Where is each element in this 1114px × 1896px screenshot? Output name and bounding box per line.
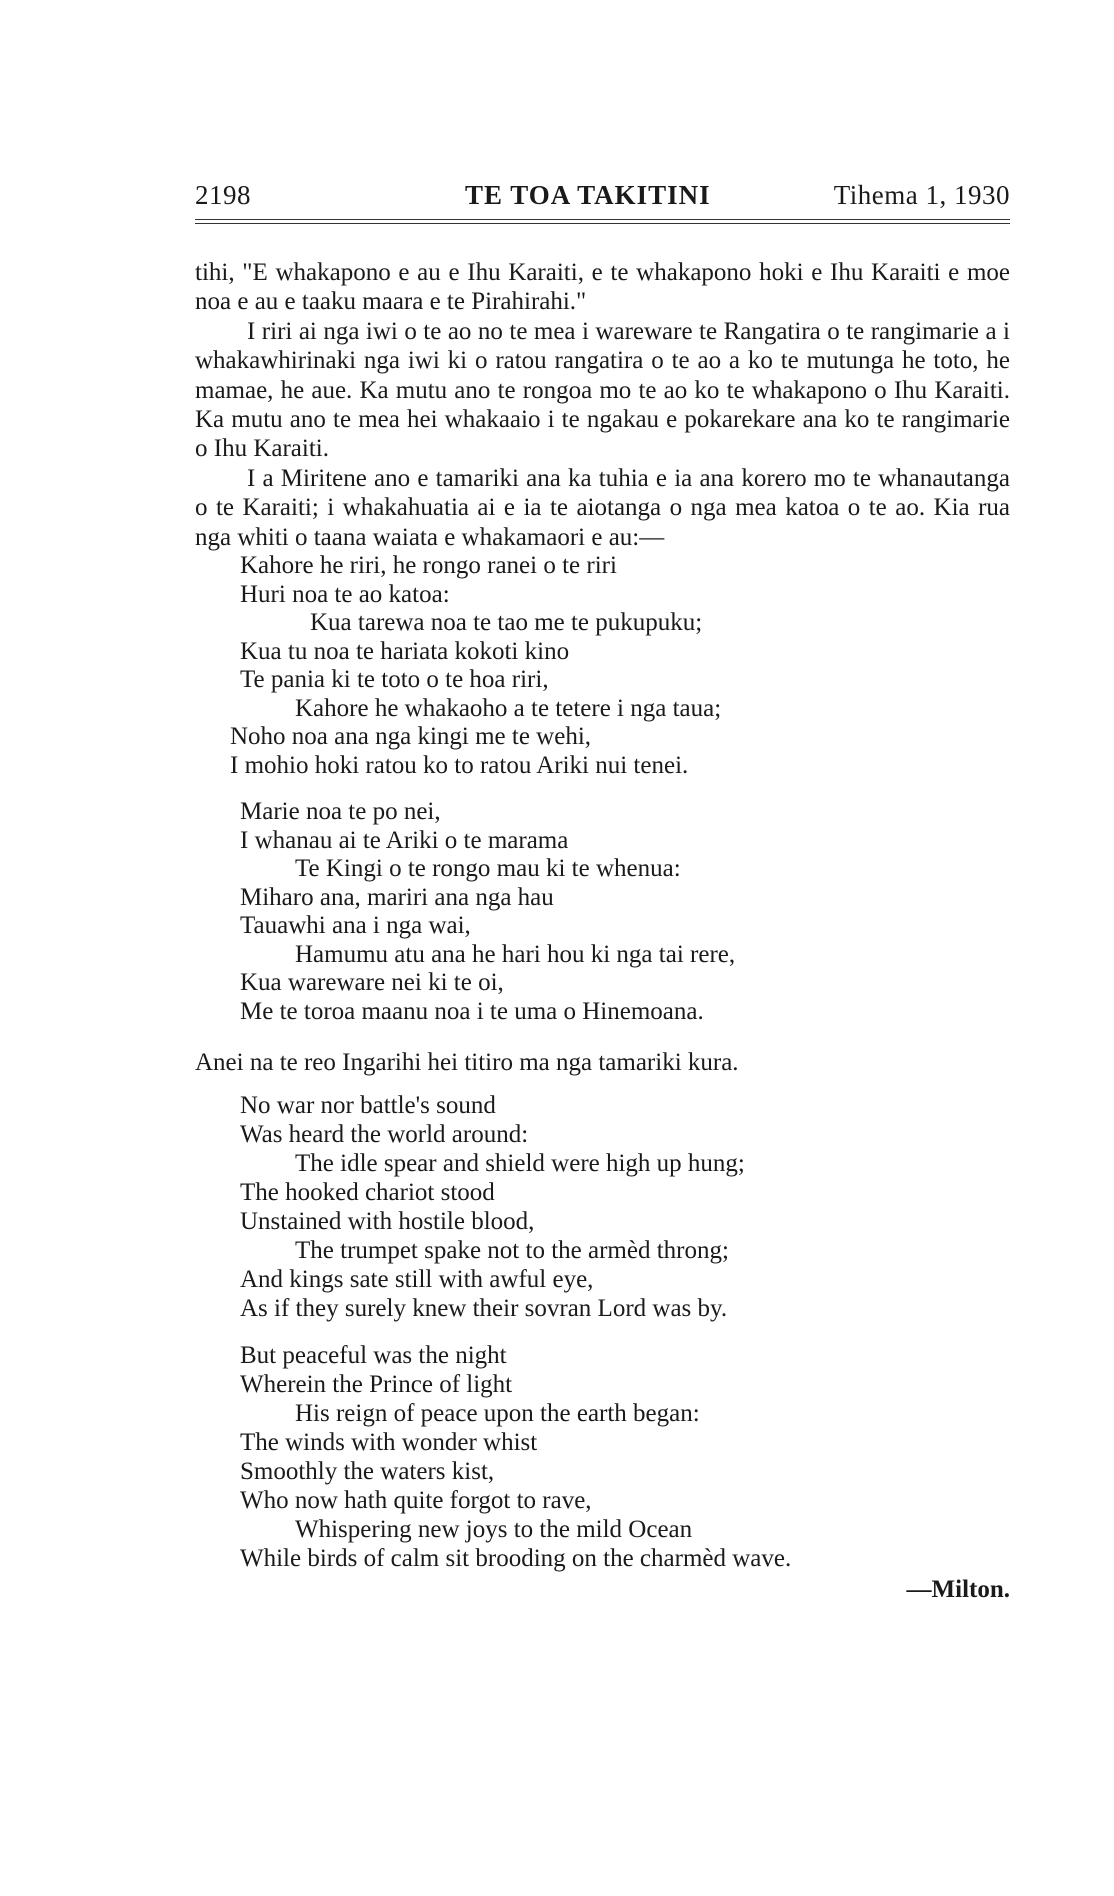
poem-line: Unstained with hostile blood, xyxy=(240,1208,535,1236)
paragraph-1: tihi, "E whakapono e au e Ihu Karaiti, e te whakapono hoki e Ihu Karaiti e moe noa e au e taaku maara e te Pirahirahi." xyxy=(195,259,1010,316)
header-rule-top xyxy=(195,219,1010,220)
poem-line: Huri noa te ao katoa: xyxy=(240,580,450,608)
poem-line: Who now hath quite forgot to rave, xyxy=(240,1487,592,1515)
poem-line: The idle spear and shield were high up hung; xyxy=(295,1150,745,1178)
poem-line: Te pania ki te toto o te hoa riri, xyxy=(240,666,549,694)
stanza-gap xyxy=(195,1323,1010,1341)
poem-line: Hamumu atu ana he hari hou ki nga tai rere, xyxy=(295,940,736,968)
poem-line: Te Kingi o te rongo mau ki te whenua: xyxy=(295,855,681,883)
poem-line: I whanau ai te Ariki o te marama xyxy=(240,826,569,854)
poem-line: Kua tu noa te hariata kokoti kino xyxy=(240,637,570,665)
english-poem-stanza-1 xyxy=(195,1091,1010,1323)
maori-poem-stanza-1 xyxy=(195,552,1010,780)
poem-line: Wherein the Prince of light xyxy=(240,1371,513,1399)
poem-line: The hooked chariot stood xyxy=(240,1179,495,1207)
poem-line: I mohio hoki ratou ko to ratou Ariki nui tenei. xyxy=(230,751,689,779)
poem-line: But peaceful was the night xyxy=(240,1342,507,1370)
poem-line: Kua tarewa noa te tao me te pukupuku; xyxy=(310,609,703,637)
poem-line: Kua wareware nei ki te oi, xyxy=(240,969,504,997)
english-poem-stanza-2 xyxy=(195,1341,1010,1573)
poem-line: Tauawhi ana i nga wai, xyxy=(240,912,471,940)
poem-line: Noho noa ana nga kingi me te wehi, xyxy=(230,723,592,751)
poem-line: His reign of peace upon the earth began: xyxy=(295,1400,700,1428)
poem-line: Me te toroa maanu noa i te uma o Hinemoana. xyxy=(240,997,704,1025)
english-intro: Anei na te reo Ingarihi hei titiro ma nga tamariki kura. xyxy=(195,1049,739,1077)
poem-line: The trumpet spake not to the armèd throng; xyxy=(295,1237,729,1265)
stanza-gap xyxy=(195,780,1010,798)
poem-line: Whispering new joys to the mild Ocean xyxy=(295,1516,693,1544)
poem-line: While birds of calm sit brooding on the charmèd wave. xyxy=(240,1545,792,1573)
poem-line: As if they surely knew their sovran Lord was by. xyxy=(240,1295,728,1323)
poem-line: Was heard the world around: xyxy=(240,1121,529,1149)
page-number: 2198 xyxy=(195,180,251,210)
header-rule-bottom xyxy=(195,223,1010,224)
maori-poem-stanza-2 xyxy=(195,798,1010,1026)
running-header xyxy=(195,180,1010,220)
poem-line: And kings sate still with awful eye, xyxy=(240,1266,594,1294)
paragraph-2: I riri ai nga iwi o te ao no te mea i wareware te Rangatira o te rangimarie a i whakawhirinaki nga iwi ki o ratou rangatira o te ao a ko te mutunga he toto, he mamae, he aue. Ka mutu ano te rongoa mo te ao ko te whakapono o Ihu Karaiti. Ka mutu ano te mea hei whakaaio i te ngakau e pokarekare ana ko te rangimarie o Ihu Karaiti. xyxy=(195,317,1010,463)
poem-line: Kahore he riri, he rongo ranei o te riri xyxy=(240,552,617,580)
section-gap xyxy=(195,1026,1010,1048)
poem-attribution: —Milton. xyxy=(906,1576,1010,1604)
poem-line: The winds with wonder whist xyxy=(240,1429,538,1457)
publication-title: TE TOA TAKITINI xyxy=(465,180,711,210)
poem-line: Kahore he whakaoho a te tetere i nga taua; xyxy=(295,694,722,722)
poem-line: No war nor battle's sound xyxy=(240,1092,496,1120)
poem-line: Marie noa te po nei, xyxy=(240,798,441,826)
issue-date: Tihema 1, 1930 xyxy=(833,180,1010,210)
paragraph-3: I a Miritene ano e tamariki ana ka tuhia e ia ana korero mo te whanautanga o te Karaiti; i whakahuatia ai e ia te aiotanga o nga mea katoa o te ao. Kia rua nga whiti o taana waiata e whakamaori e au:— xyxy=(195,464,1010,551)
article-body xyxy=(195,258,1010,1605)
poem-line: Miharo ana, mariri ana nga hau xyxy=(240,883,554,911)
poem-line: Smoothly the waters kist, xyxy=(240,1458,495,1486)
